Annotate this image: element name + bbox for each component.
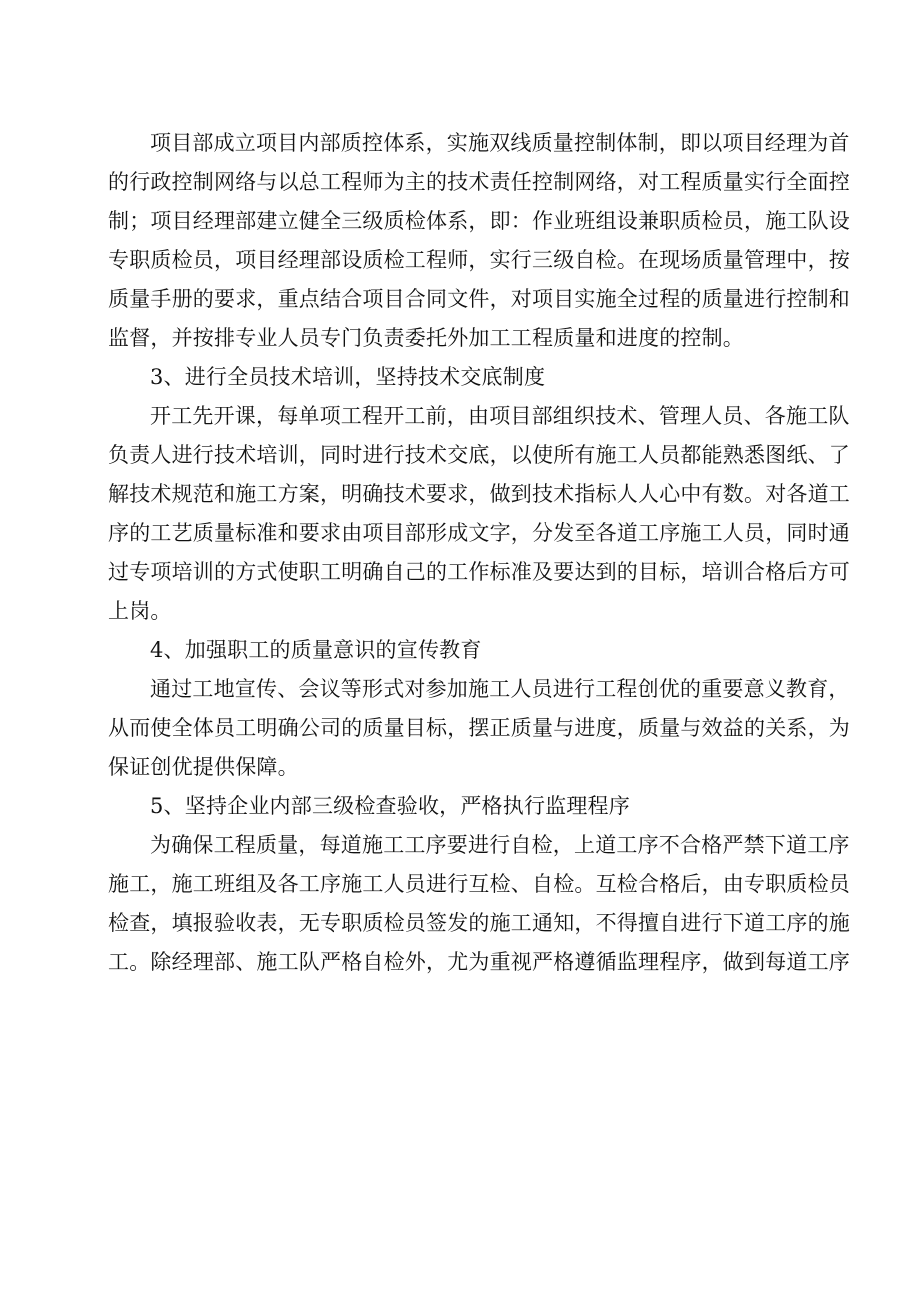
text-line: 通过工地宣传、会议等形式对参加施工人员进行工程创优的重要意义教育，	[150, 677, 850, 701]
text-line: 上岗。	[108, 599, 172, 623]
section-heading-awareness	[108, 631, 820, 670]
heading-line: 4、加强职工的质量意识的宣传教育	[150, 638, 482, 662]
text-line: 保证创优提供保障。	[108, 755, 299, 779]
text-line: 检查，填报验收表，无专职质检员签发的施工通知，不得擅自进行下道工序的施	[108, 911, 850, 935]
paragraph-training	[108, 397, 850, 631]
paragraph-inspection	[108, 826, 850, 982]
text-line: 序的工艺质量标准和要求由项目部形成文字，分发至各道工序施工人员，同时通	[108, 521, 850, 545]
text-line: 为确保工程质量，每道施工工序要进行自检，上道工序不合格严禁下道工序	[150, 833, 850, 857]
text-line: 质量手册的要求，重点结合项目合同文件，对项目实施全过程的质量进行控制和	[108, 287, 850, 311]
section-heading-inspection	[108, 787, 820, 826]
text-line: 工。除经理部、施工队严格自检外，尤为重视严格遵循监理程序，做到每道工序	[108, 950, 850, 974]
text-line: 施工，施工班组及各工序施工人员进行互检、自检。互检合格后，由专职质检员	[108, 872, 850, 896]
text-line: 从而使全体员工明确公司的质量目标，摆正质量与进度，质量与效益的关系，为	[108, 716, 850, 740]
heading-line: 5、坚持企业内部三级检查验收，严格执行监理程序	[150, 794, 630, 818]
section-heading-training	[108, 358, 820, 397]
document-body	[108, 124, 850, 982]
text-line: 制；项目经理部建立健全三级质检体系，即：作业班组设兼职质检员，施工队设	[108, 209, 850, 233]
text-line: 项目部成立项目内部质控体系，实施双线质量控制体制，即以项目经理为首	[150, 131, 850, 155]
text-line: 解技术规范和施工方案，明确技术要求，做到技术指标人人心中有数。对各道工	[108, 482, 850, 506]
text-line: 监督，并按排专业人员专门负责委托外加工工程质量和进度的控制。	[108, 326, 744, 350]
paragraph-quality-control-system	[108, 124, 850, 358]
paragraph-awareness	[108, 670, 850, 787]
text-line: 负责人进行技术培训，同时进行技术交底，以使所有施工人员都能熟悉图纸、了	[108, 443, 850, 467]
text-line: 过专项培训的方式使职工明确自己的工作标准及要达到的目标，培训合格后方可	[108, 560, 850, 584]
text-line: 的行政控制网络与以总工程师为主的技术责任控制网络，对工程质量实行全面控	[108, 170, 850, 194]
text-line: 专职质检员，项目经理部设质检工程师，实行三级自检。在现场质量管理中，按	[108, 248, 850, 272]
text-line: 开工先开课，每单项工程开工前，由项目部组织技术、管理人员、各施工队	[150, 404, 850, 428]
heading-line: 3、进行全员技术培训，坚持技术交底制度	[150, 365, 546, 389]
